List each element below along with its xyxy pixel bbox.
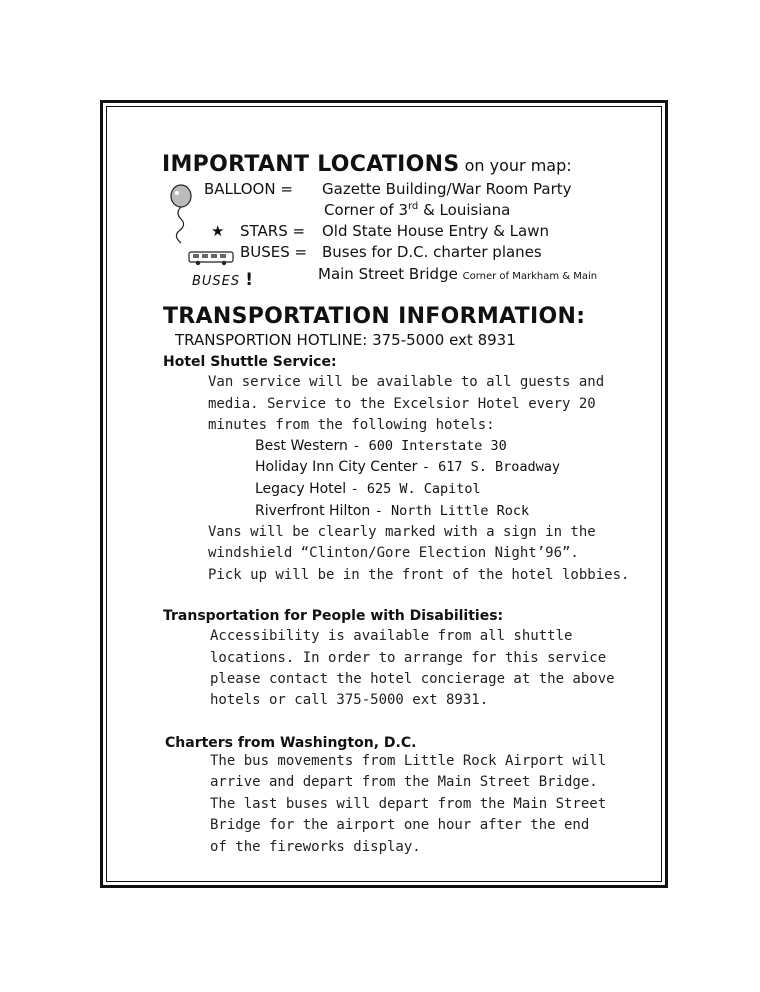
buses-bridge-corner: Corner of Markham & Main — [462, 271, 598, 282]
buses-handwritten-text: BUSES — [192, 274, 241, 289]
charters-line: The bus movements from Little Rock Airport will — [210, 753, 607, 769]
shuttle-line: Vans will be clearly marked with a sign in the — [208, 524, 596, 540]
shuttle-line: Pick up will be in the front of the hotel lobbies. — [208, 567, 630, 583]
disabilities-line: hotels or call 375-5000 ext 8931. — [210, 692, 489, 708]
buses-handwritten — [192, 270, 253, 290]
hotel-name: Best Western — [255, 438, 348, 454]
balloon-value: Gazette Building/War Room Party — [322, 180, 572, 198]
important-title-suffix: on your map: — [464, 156, 572, 175]
hotel-item — [255, 438, 507, 454]
buses-exclaim: ! — [245, 270, 254, 290]
buses-value: Buses for D.C. charter planes — [322, 243, 542, 261]
buses-bridge — [318, 265, 597, 283]
stars-value: Old State House Entry & Lawn — [322, 222, 549, 240]
stars-label: STARS = — [240, 222, 306, 240]
balloon-corner-sup: rd — [408, 201, 419, 212]
hotel-address: - 617 S. Broadway — [421, 459, 561, 475]
hotel-item — [255, 459, 560, 475]
shuttle-line: media. Service to the Excelsior Hotel every 20 — [208, 396, 596, 412]
transport-title: TRANSPORTATION INFORMATION — [163, 304, 577, 329]
hotel-item — [255, 503, 529, 519]
important-heading — [162, 152, 572, 177]
shuttle-line: minutes from the following hotels: — [208, 417, 495, 433]
balloon-corner-post: & Louisiana — [423, 201, 511, 219]
shuttle-heading: Hotel Shuttle Service: — [163, 354, 337, 370]
disabilities-line: locations. In order to arrange for this service — [210, 650, 607, 666]
charters-line: Bridge for the airport one hour after the end — [210, 817, 590, 833]
hotel-name: Holiday Inn City Center — [255, 459, 418, 475]
charters-heading: Charters from Washington, D.C. — [165, 735, 417, 751]
hotel-name: Riverfront Hilton — [255, 503, 371, 519]
balloon-corner — [324, 201, 510, 219]
shuttle-line: windshield “Clinton/Gore Election Night’96”. — [208, 545, 579, 561]
charters-line: of the fireworks display. — [210, 839, 421, 855]
buses-bridge-main: Main Street Bridge — [318, 265, 458, 283]
disabilities-line: Accessibility is available from all shuttle — [210, 628, 573, 644]
transport-title-colon: : — [576, 304, 586, 329]
shuttle-line: Van service will be available to all guests and — [208, 374, 605, 390]
hotel-address: - North Little Rock — [374, 503, 530, 519]
hotel-address: - 625 W. Capitol — [350, 481, 481, 497]
disabilities-heading: Transportation for People with Disabilities: — [163, 608, 504, 624]
transport-heading — [163, 304, 585, 329]
charters-line: The last buses will depart from the Main Street — [210, 796, 607, 812]
balloon-label: BALLOON = — [204, 180, 293, 198]
transport-hotline: TRANSPORTION HOTLINE: 375-5000 ext 8931 — [175, 331, 516, 349]
hotel-address: - 600 Interstate 30 — [352, 438, 507, 454]
buses-label: BUSES = — [240, 243, 308, 261]
charters-line: arrive and depart from the Main Street Bridge. — [210, 774, 598, 790]
disabilities-line: please contact the hotel concierage at the above — [210, 671, 615, 687]
bus-icon — [188, 250, 236, 266]
star-icon: ★ — [211, 222, 225, 240]
balloon-corner-pre: Corner of 3 — [324, 201, 408, 219]
hotel-item — [255, 481, 481, 497]
balloon-icon — [168, 184, 194, 246]
hotel-name: Legacy Hotel — [255, 481, 347, 497]
important-title: IMPORTANT LOCATIONS — [162, 152, 460, 177]
